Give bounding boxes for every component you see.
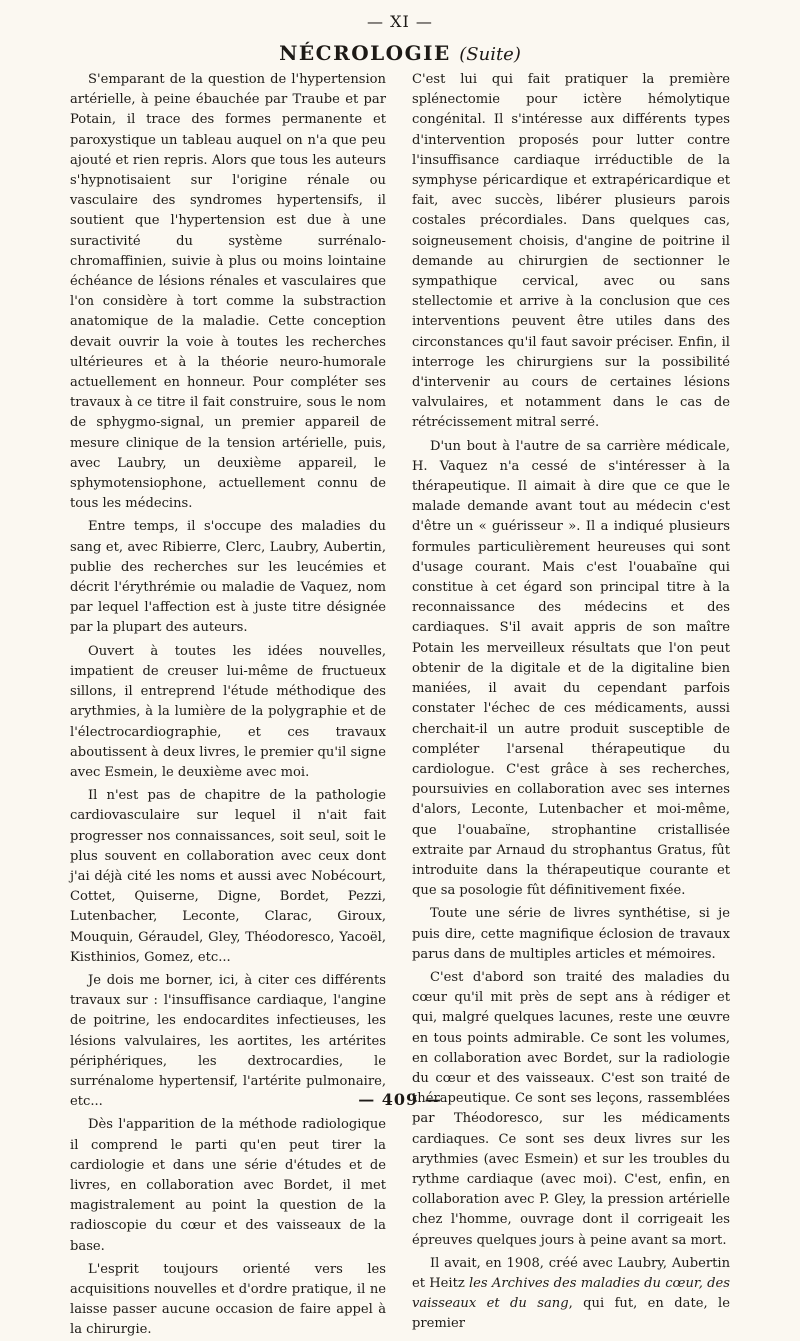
right-column xyxy=(412,70,730,1335)
text-run: Il avait, en 1908, créé avec Laubry, Aubertin et Heitz xyxy=(412,1255,730,1291)
title-suffix: (Suite) xyxy=(459,44,521,65)
paragraph: L'esprit toujours orienté vers les acquisitions nouvelles et d'ordre pratique, il ne laisse passer aucune occasion de faire appel à la chirurgie. xyxy=(70,1261,386,1338)
paragraph: Dès l'apparition de la méthode radiologique il comprend le parti qu'en peut tirer la cardiologie et dans une série d'études et de livres, en collaboration avec Bordet, il met magistralement au point la question de la radioscopie du cœur et des vaisseaux de la base. xyxy=(70,1117,386,1254)
paragraph: Toute une série de livres synthétise, si je puis dire, cette magnifique éclosion de travaux parus dans de multiples articles et mémoires. xyxy=(412,906,730,962)
paragraph: Ouvert à toutes les idées nouvelles, impatient de creuser lui-même de fructueux sillons, il entreprend l'étude méthodique des arythmies, à la lumière de la polygraphie et de l'électrocardiographie, et ces travaux aboutissent à deux livres, le premier qu'il signe avec Esmein, le deuxième avec moi. xyxy=(70,643,386,780)
paragraph: S'emparant de la question de l'hypertension artérielle, à peine ébauchée par Traube et par Potain, il trace des formes permanente et paroxystique un tableau auquel on n'a que peu ajouté et rien repris. Alors que tous les auteurs s'hypnotisaient sur l'origine rénale ou vasculaire des syndromes hypertensifs, il soutient que l'hypertension est due à une suractivité du système surrénalo-chromaffinien, suivie à plus ou moins lointaine échéance de lésions rénales et vasculaires que l'on considère à tort comme la substraction anatomique de la maladie. Cette conception devait ouvrir la voie à toutes les recherches ultérieures et à la théorie neuro-humorale actuellement en honneur. Pour compléter ses travaux à ce titre il fait construire, sous le nom de sphygmo-signal, un premier appareil de mesure clinique de la tension artérielle, puis, avec Laubry, un deuxième appareil, le sphymotensiophone, actuellement connu de tous les médecins. xyxy=(70,72,386,512)
paragraph: D'un bout à l'autre de sa carrière médicale, H. Vaquez n'a cessé de s'intéresser à la thérapeutique. Il aimait à dire que ce que le malade demande avant tout au médecin c'est d'être un « guérisseur ». Il a indiqué plusieurs formules particulièrement heureuses qui sont d'usage courant. Mais c'est l'ouabaïne qui constitue à cet égard son principal titre à la reconnaissance des médecins et des cardiaques. S'il avait appris de son maître Potain les merveilleux résultats que l'on peut obtenir de la digitale et de la digitaline bien maniées, il avait du cependant parfois constater l'échec de ces médicaments, aussi cherchait-il un autre produit susceptible de compléter l'arsenal thérapeutique du cardiologue. C'est grâce à ses recherches, poursuivies en collaboration avec ses internes d'alors, Leconte, Lutenbacher et moi-même, que l'ouabaïne, strophantine cristallisée extraite par Arnaud du strophantus Gratus, fût introduite dans la thérapeutique courante et que sa posologie fût définitivement fixée. xyxy=(412,438,730,899)
paragraph: Je dois me borner, ici, à citer ces différents travaux sur : l'insuffisance cardiaque, l'angine de poitrine, les endocardites infectieuses, les lésions valvulaires, les aortites, les artérites périphériques, les dextrocardies, le surrénalome hypertensif, l'artérite pulmonaire, etc... xyxy=(70,972,386,1110)
paragraph: C'est d'abord son traité des maladies du cœur qu'il mit près de sept ans à rédiger et qui, malgré quelques lacunes, reste une œuvre en tous points admirable. Ce sont les volumes, en collaboration avec Bordet, sur la radiologie du cœur et des vaisseaux. C'est son traité de thérapeutique. Ce sont ses leçons, rassemblées par Théodoresco, sur les médicaments cardiaques. Ce sont ses deux livres sur les arythmies (avec Esmein) et sur les troubles du rythme cardiaque (avec moi). C'est, enfin, en collaboration avec P. Gley, la pression artérielle chez l'homme, ouvrage dont il corrigeait les épreuves quelques jours à peine avant sa mort. xyxy=(412,969,730,1248)
page-title xyxy=(0,41,800,65)
left-column xyxy=(70,70,386,1341)
text-run: , qui fut, en date, le premier xyxy=(412,1296,730,1332)
paragraph: Il n'est pas de chapitre de la pathologie cardiovasculaire sur lequel il n'ait fait progresser nos connaissances, soit seul, soit le plus souvent en collaboration avec ceux dont j'ai déjà cité les noms et aussi avec Nobécourt, Cottet, Quiserne, Digne, Bordet, Pezzi, Lutenbacher, Leconte, Clarac, Giroux, Mouquin, Géraudel, Gley, Théodoresco, Yacoël, Kisthinios, Gomez, etc... xyxy=(70,788,386,965)
paragraph-last xyxy=(412,1254,730,1335)
paragraph-continuation: C'est lui qui fait pratiquer la première splénectomie pour ictère hémolytique congénital. Il s'intéresse aux différents types d'intervention proposés pour lutter contre l'insuffisance cardiaque irréductible de la symphyse péricardique et extrapéricardique et fait, avec succès, libérer plusieurs parois costales précordiales. Dans quelques cas, soigneusement choisis, d'angine de poitrine il demande au chirurgien de sectionner le sympathique cervical, avec ou sans stellectomie et arrive à la conclusion que ces interventions peuvent être utiles dans des circonstances qu'il faut savoir préciser. Enfin, il interroge les chirurgiens sur la possibilité d'intervenir au cours de certaines lésions valvulaires, et notamment dans le cas de rétrécissement mitral serré. xyxy=(412,72,730,431)
title-text: NÉCROLOGIE xyxy=(279,41,451,65)
paragraph: Entre temps, il s'occupe des maladies du sang et, avec Ribierre, Clerc, Laubry, Aubertin, publie des recherches sur les leucémies et décrit l'érythrémie ou maladie de Vaquez, nom par lequel l'affection est à juste titre désignée par la plupart des auteurs. xyxy=(70,519,386,636)
page-number: — 409 — xyxy=(358,1090,442,1109)
roman-page-number: — XI — xyxy=(367,12,433,31)
journal-title: les Archives des maladies du cœur, des vaisseaux et du sang xyxy=(412,1275,730,1312)
